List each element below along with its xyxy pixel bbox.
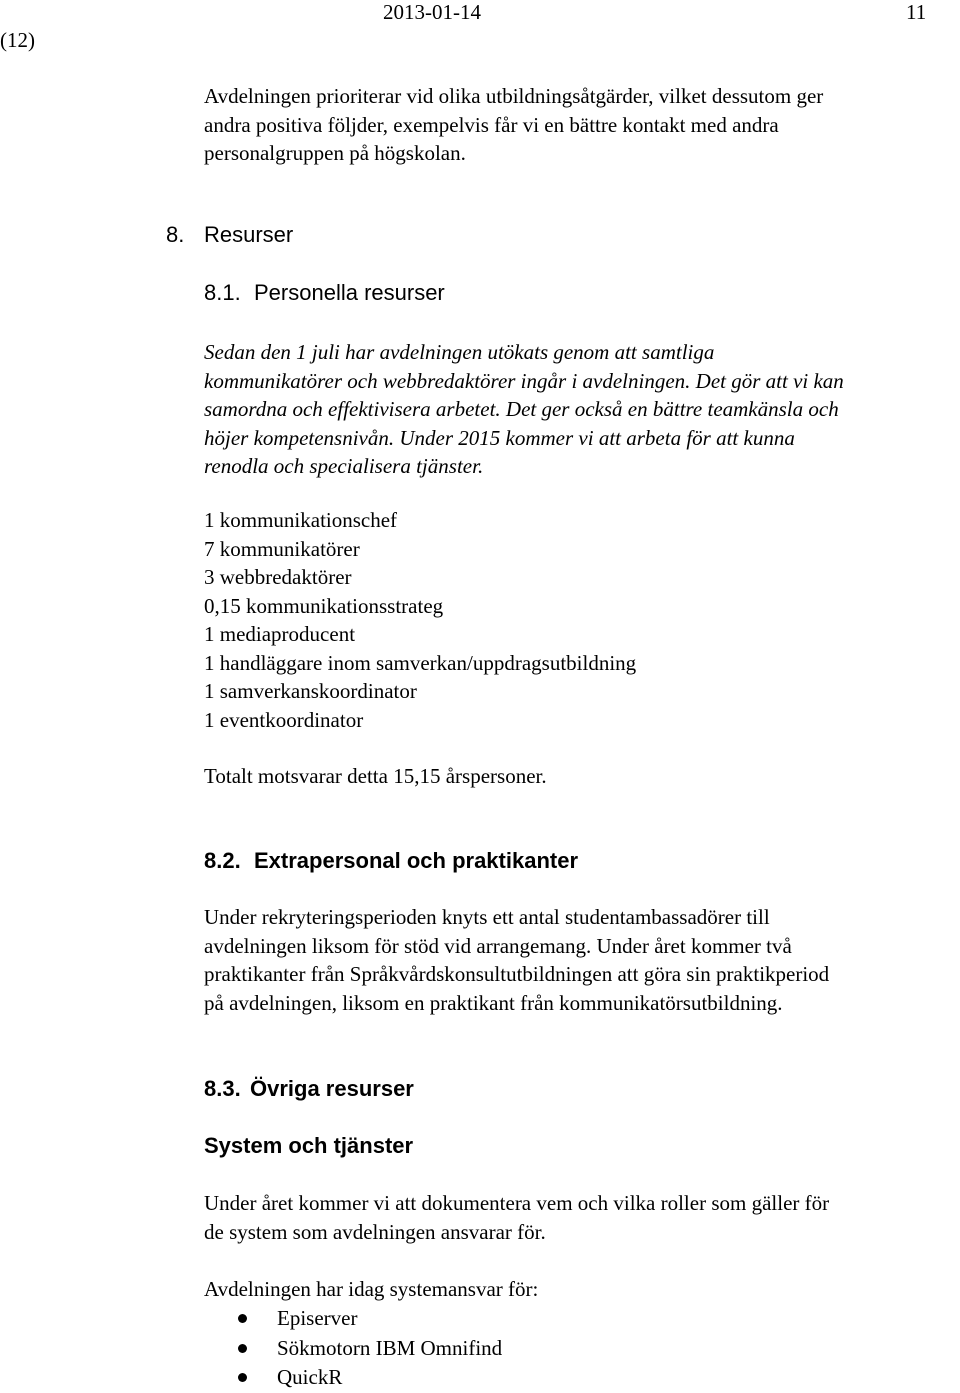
systems-list: [204, 1304, 502, 1393]
paragraph-line: Sedan den 1 juli har avdelningen utökats genom att samtliga: [204, 340, 715, 364]
section-8-3-number: 8.3.: [204, 1076, 241, 1101]
intro-line: Avdelningen prioriterar vid olika utbildningsåtgärder, vilket dessutom ger: [204, 84, 824, 108]
bullet-icon: [238, 1314, 247, 1323]
bullet-icon: [238, 1373, 247, 1382]
section-8-1-paragraph: [204, 338, 844, 481]
staff-total: Totalt motsvarar detta 15,15 årspersoner.: [204, 764, 547, 788]
paragraph-line: avdelningen liksom för stöd vid arrangemang. Under året kommer två: [204, 933, 792, 958]
list-item: [204, 1334, 502, 1364]
section-8-2-paragraph: [204, 903, 829, 1017]
intro-paragraph: [204, 82, 823, 168]
paragraph-line: Under året kommer vi att dokumentera vem och vilka roller som gäller för: [204, 1191, 830, 1215]
staff-item: 7 kommunikatörer: [204, 536, 360, 561]
section-8-2-number: 8.2.: [204, 848, 241, 873]
section-8-title: Resurser: [204, 222, 294, 247]
paragraph-line: praktikanter från Språkvårdskonsultutbildningen att göra sin praktikperiod: [204, 962, 830, 986]
paragraph-line: kommunikatörer och webbredaktörer ingår i avdelningen. Det gör att vi kan: [204, 368, 844, 393]
section-8-3-title: Övriga resurser: [250, 1076, 414, 1101]
intro-line: andra positiva följder, exempelvis får vi en bättre kontakt med andra: [204, 112, 779, 137]
section-8-1-number: 8.1.: [204, 280, 241, 305]
staff-item: 1 eventkoordinator: [204, 707, 364, 732]
section-8-3-paragraph: [204, 1189, 829, 1246]
section-8-number: 8.: [166, 222, 185, 247]
staff-item: 1 kommunikationschef: [204, 508, 398, 532]
paragraph-line: Under rekryteringsperioden knyts ett antal studentambassadörer till: [204, 905, 770, 929]
system-name: QuickR: [277, 1365, 343, 1389]
subheading-system-och-tjanster: System och tjänster: [204, 1133, 414, 1158]
page-number: 11: [906, 0, 927, 24]
paragraph-line: de system som avdelningen ansvarar för.: [204, 1219, 546, 1244]
document-date: 2013-01-14: [383, 0, 481, 24]
paragraph-line: samordna och effektivisera arbetet. Det ger också en bättre teamkänsla och: [204, 397, 839, 421]
staff-item: 1 handläggare inom samverkan/uppdragsutbildning: [204, 650, 637, 675]
staff-item: 0,15 kommunikationsstrateg: [204, 593, 444, 618]
section-8-2-title: Extrapersonal och praktikanter: [254, 848, 579, 873]
systems-list-intro: Avdelningen har idag systemansvar för:: [204, 1277, 539, 1301]
paragraph-line: höjer kompetensnivån. Under 2015 kommer vi att arbeta för att kunna: [204, 425, 795, 450]
page-count: (12): [0, 28, 35, 52]
staff-list: [204, 506, 636, 734]
staff-item: 1 samverkanskoordinator: [204, 679, 417, 703]
list-item: [204, 1363, 502, 1393]
paragraph-line: på avdelningen, liksom en praktikant från kommunikatörsutbildning.: [204, 990, 783, 1015]
list-item: [204, 1304, 502, 1334]
paragraph-line: renodla och specialisera tjänster.: [204, 454, 484, 478]
bullet-icon: [238, 1344, 247, 1353]
system-name: Episerver: [277, 1306, 358, 1330]
system-name: Sökmotorn IBM Omnifind: [277, 1335, 503, 1360]
intro-line: personalgruppen på högskolan.: [204, 141, 466, 165]
staff-item: 3 webbredaktörer: [204, 565, 352, 589]
section-8-1-title: Personella resurser: [254, 280, 445, 305]
staff-item: 1 mediaproducent: [204, 622, 356, 646]
